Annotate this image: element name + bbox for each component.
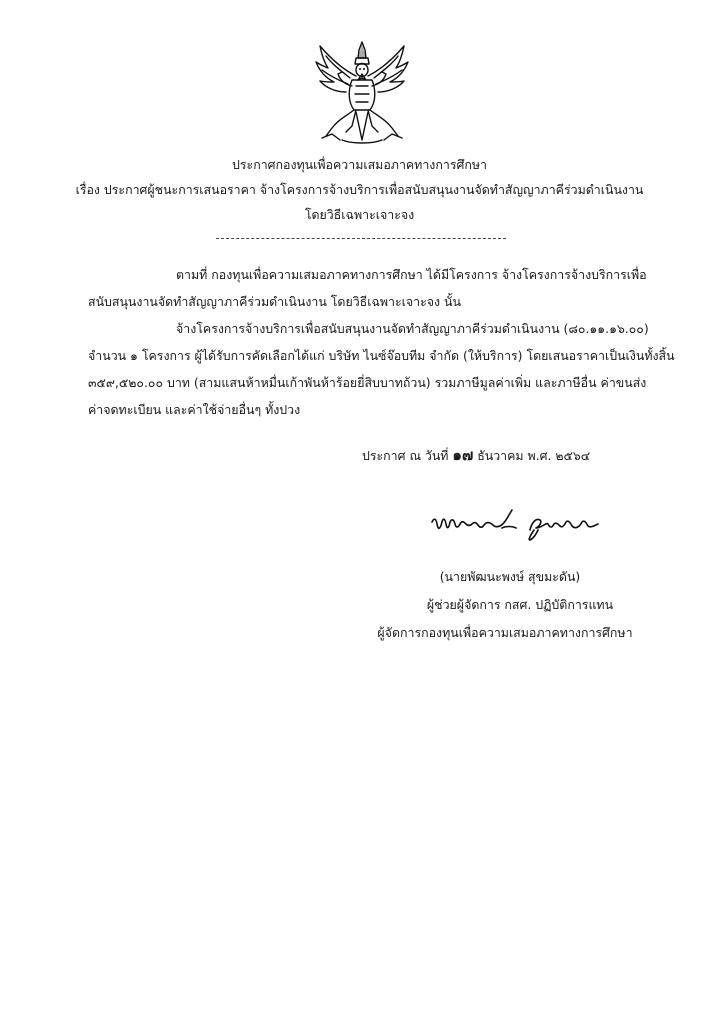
announcement-date — [362, 447, 590, 464]
signatory-position: ผู้ช่วยผู้จัดการ กสศ. ปฏิบัติการแทน — [426, 597, 614, 612]
signatory-organization: ผู้จัดการกองทุนเพื่อความเสมอภาคทางการศึกษา — [377, 625, 633, 640]
date-prefix: ประกาศ ณ วันที่ — [362, 448, 449, 463]
body-paragraph-1-line-2: สนับสนุนงานจัดทำสัญญาภาคีร่วมดำเนินงาน โดยวิธีเฉพาะเจาะจง นั้น — [88, 294, 461, 309]
document-title: ประกาศกองทุนเพื่อความเสมอภาคทางการศึกษา — [232, 157, 487, 172]
handwritten-signature — [430, 508, 600, 542]
body-paragraph-2-line-4: ค่าจดทะเบียน และค่าใช้จ่ายอื่นๆ ทั้งปวง — [88, 402, 301, 417]
date-day: ๑๗ — [452, 446, 474, 464]
separator-line — [216, 238, 506, 239]
body-paragraph-2-line-2: จำนวน ๑ โครงการ ผู้ได้รับการคัดเลือกได้แก่ บริษัท ไนซ์จ๊อบทีม จำกัด (ให้บริการ) โดยเสนอราคาเป็นเงินทั้งสิ้น — [88, 348, 675, 363]
body-paragraph-2-line-1: จ้างโครงการจ้างบริการเพื่อสนับสนุนงานจัดทำสัญญาภาคีร่วมดำเนินงาน (๘๐.๑๑.๑๖.๐๐) — [176, 321, 649, 336]
signatory-name: (นายพัฒนะพงษ์ สุขมะดัน) — [439, 569, 581, 584]
date-suffix: ธันวาคม พ.ศ. ๒๕๖๔ — [477, 448, 591, 463]
body-paragraph-1-line-1: ตามที่ กองทุนเพื่อความเสมอภาคทางการศึกษา ได้มีโครงการ จ้างโครงการจ้างบริการเพื่อ — [176, 267, 647, 282]
document-subject: เรื่อง ประกาศผู้ชนะการเสนอราคา จ้างโครงการจ้างบริการเพื่อสนับสนุนงานจัดทำสัญญาภาคีร่วมดำเนินงาน — [75, 182, 644, 197]
garuda-emblem-icon — [312, 40, 412, 146]
body-paragraph-2-line-3: ๓๕๙,๕๒๐.๐๐ บาท (สามแสนห้าหมื่นเก้าพันห้าร้อยยี่สิบบาทถ้วน) รวมภาษีมูลค่าเพิ่ม และภาษีอื่น ค่าขนส่ง — [88, 375, 647, 390]
document-subject-method: โดยวิธีเฉพาะเจาะจง — [304, 207, 415, 222]
